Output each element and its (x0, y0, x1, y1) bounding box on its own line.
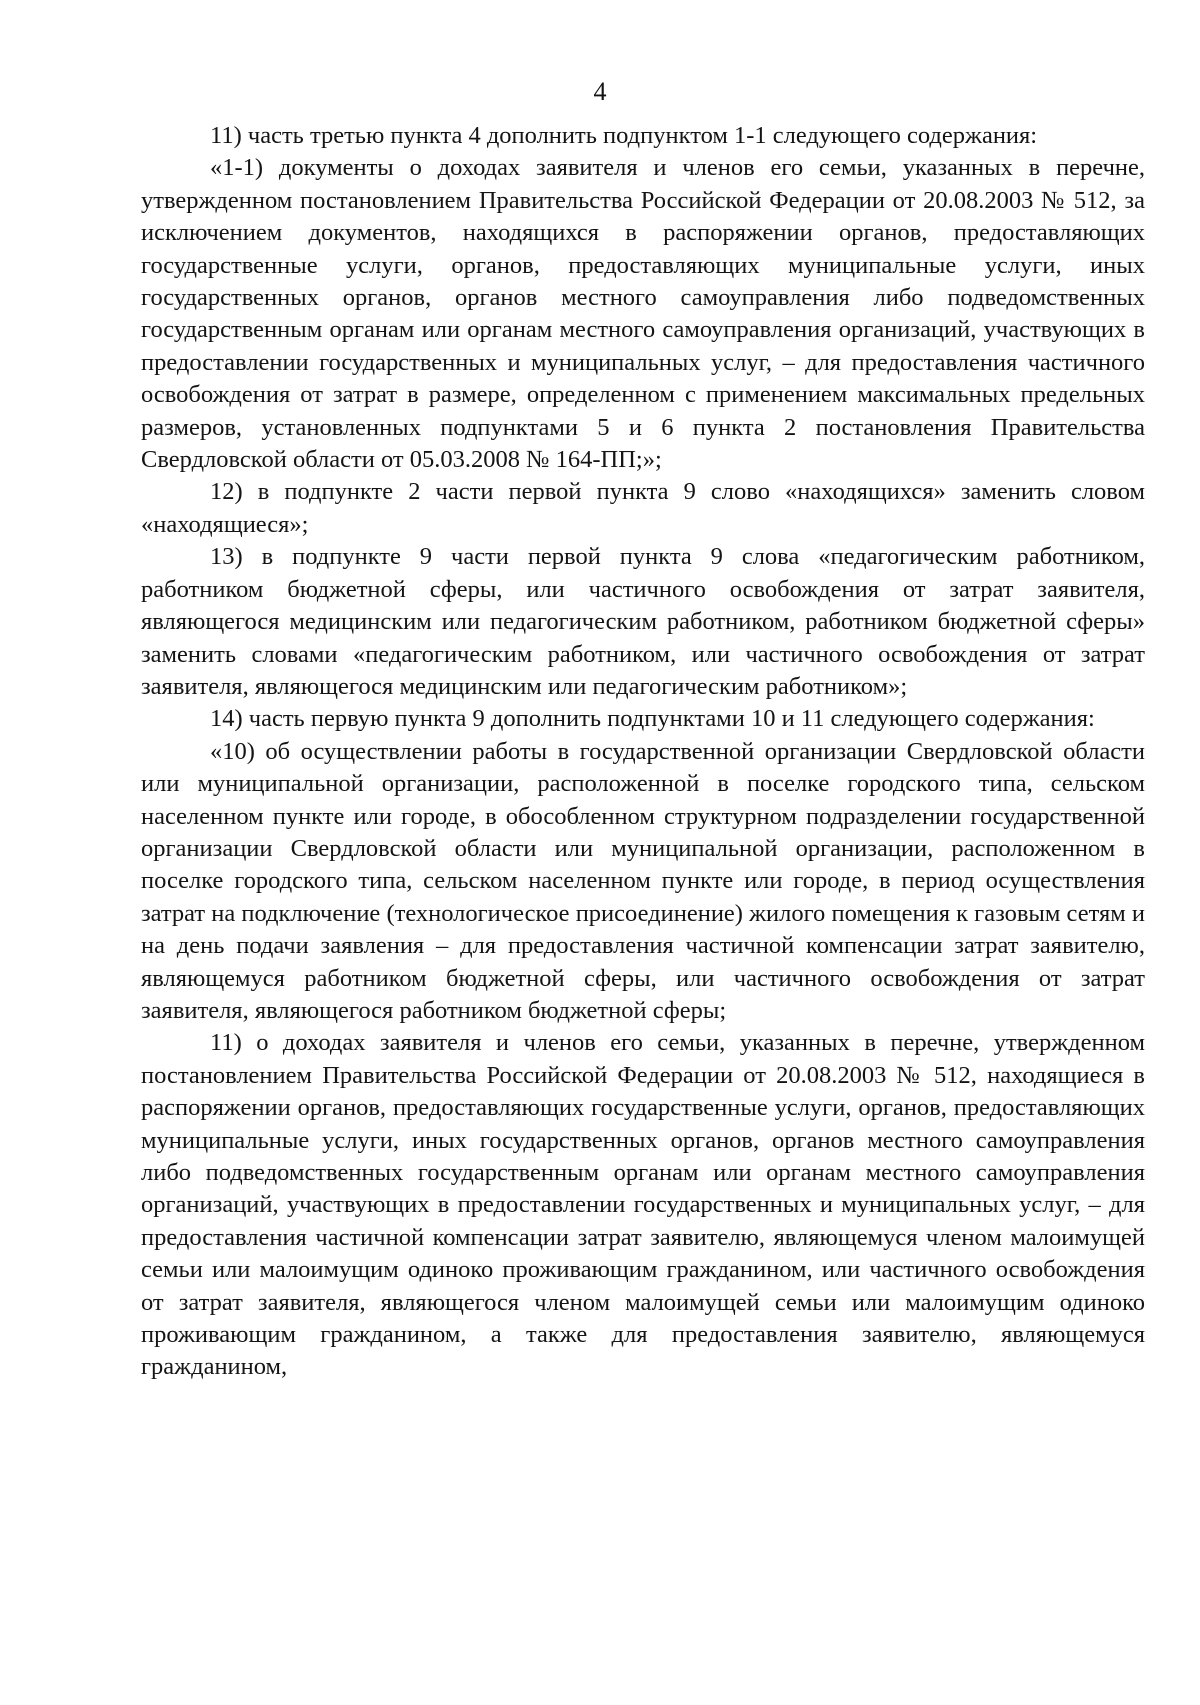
paragraph-item-13-amendment: 13) в подпункте 9 части первой пункта 9 слова «педагогическим работником, работником бюджетной сферы, или частичного освобождения от затрат заявителя, являющегося медицинским или педагогическим работником, работником бюджетной сферы» заменить словами «педагогическим работником, или частичного освобождения от затрат заявителя, являющегося медицинским или педагогическим работником»; (141, 543, 1145, 700)
paragraph-item-14-amendment: 14) часть первую пункта 9 дополнить подпунктами 10 и 11 следующего содержания: (210, 705, 1095, 733)
paragraph-subitem-1-1: «1-1) документы о доходах заявителя и членов его семьи, указанных в перечне, утвержденном постановлением Правительства Российской Федерации от 20.08.2003 № 512, за исключением документов, находящихся в распоряжении органов, предоставляющих государственные услуги, органов, предоставляющих муниципальные услуги, иных государственных органов, органов местного самоуправления либо подведомственных государственным органам или органам местного самоуправления организаций, участвующих в предоставлении государственных и муниципальных услуг, – для предоставления частичного освобождения от затрат в размере, определенном с применением максимальных предельных размеров, установленных подпунктами 5 и 6 пункта 2 постановления Правительства Свердловской области от 05.03.2008 № 164-ПП;»; (141, 154, 1145, 474)
paragraph-subitem-11: 11) о доходах заявителя и членов его семьи, указанных в перечне, утвержденном постановлением Правительства Российской Федерации от 20.08.2003 № 512, находящиеся в распоряжении органов, предоставляющих государственные услуги, органов, предоставляющих муниципальные услуги, иных государственных органов, органов местного самоуправления либо подведомственных государственным органам или органам местного самоуправления организаций, участвующих в предоставлении государственных и муниципальных услуг, – для предоставления частичной компенсации затрат заявителю, являющемуся членом малоимущей семьи или малоимущим одиноко проживающим гражданином, или частичного освобождения от затрат заявителя, являющегося членом малоимущей семьи или малоимущим одиноко проживающим гражданином, а также для предоставления заявителю, являющемуся гражданином, (141, 1029, 1145, 1381)
paragraph-item-11-amendment: 11) часть третью пункта 4 дополнить подпунктом 1-1 следующего содержания: (210, 122, 1038, 149)
paragraph-item-12-amendment: 12) в подпункте 2 части первой пункта 9 слово «находящихся» заменить словом «находящиеся»; (141, 478, 1145, 538)
page-number: 4 (593, 77, 607, 106)
document-body (141, 120, 1145, 1384)
paragraph-subitem-10: «10) об осуществлении работы в государственной организации Свердловской области или муниципальной организации, расположенной в поселке городского типа, сельском населенном пункте или городе, в обособленном структурном подразделении государственной организации Свердловской области или муниципальной организации, расположенном в поселке городского типа, сельском населенном пункте или городе, в период осуществления затрат на подключение (технологическое присоединение) жилого помещения к газовым сетям и на день подачи заявления – для предоставления частичной компенсации затрат заявителю, являющемуся работником бюджетной сферы, или частичного освобождения от затрат заявителя, являющегося работником бюджетной сферы; (141, 737, 1145, 1024)
